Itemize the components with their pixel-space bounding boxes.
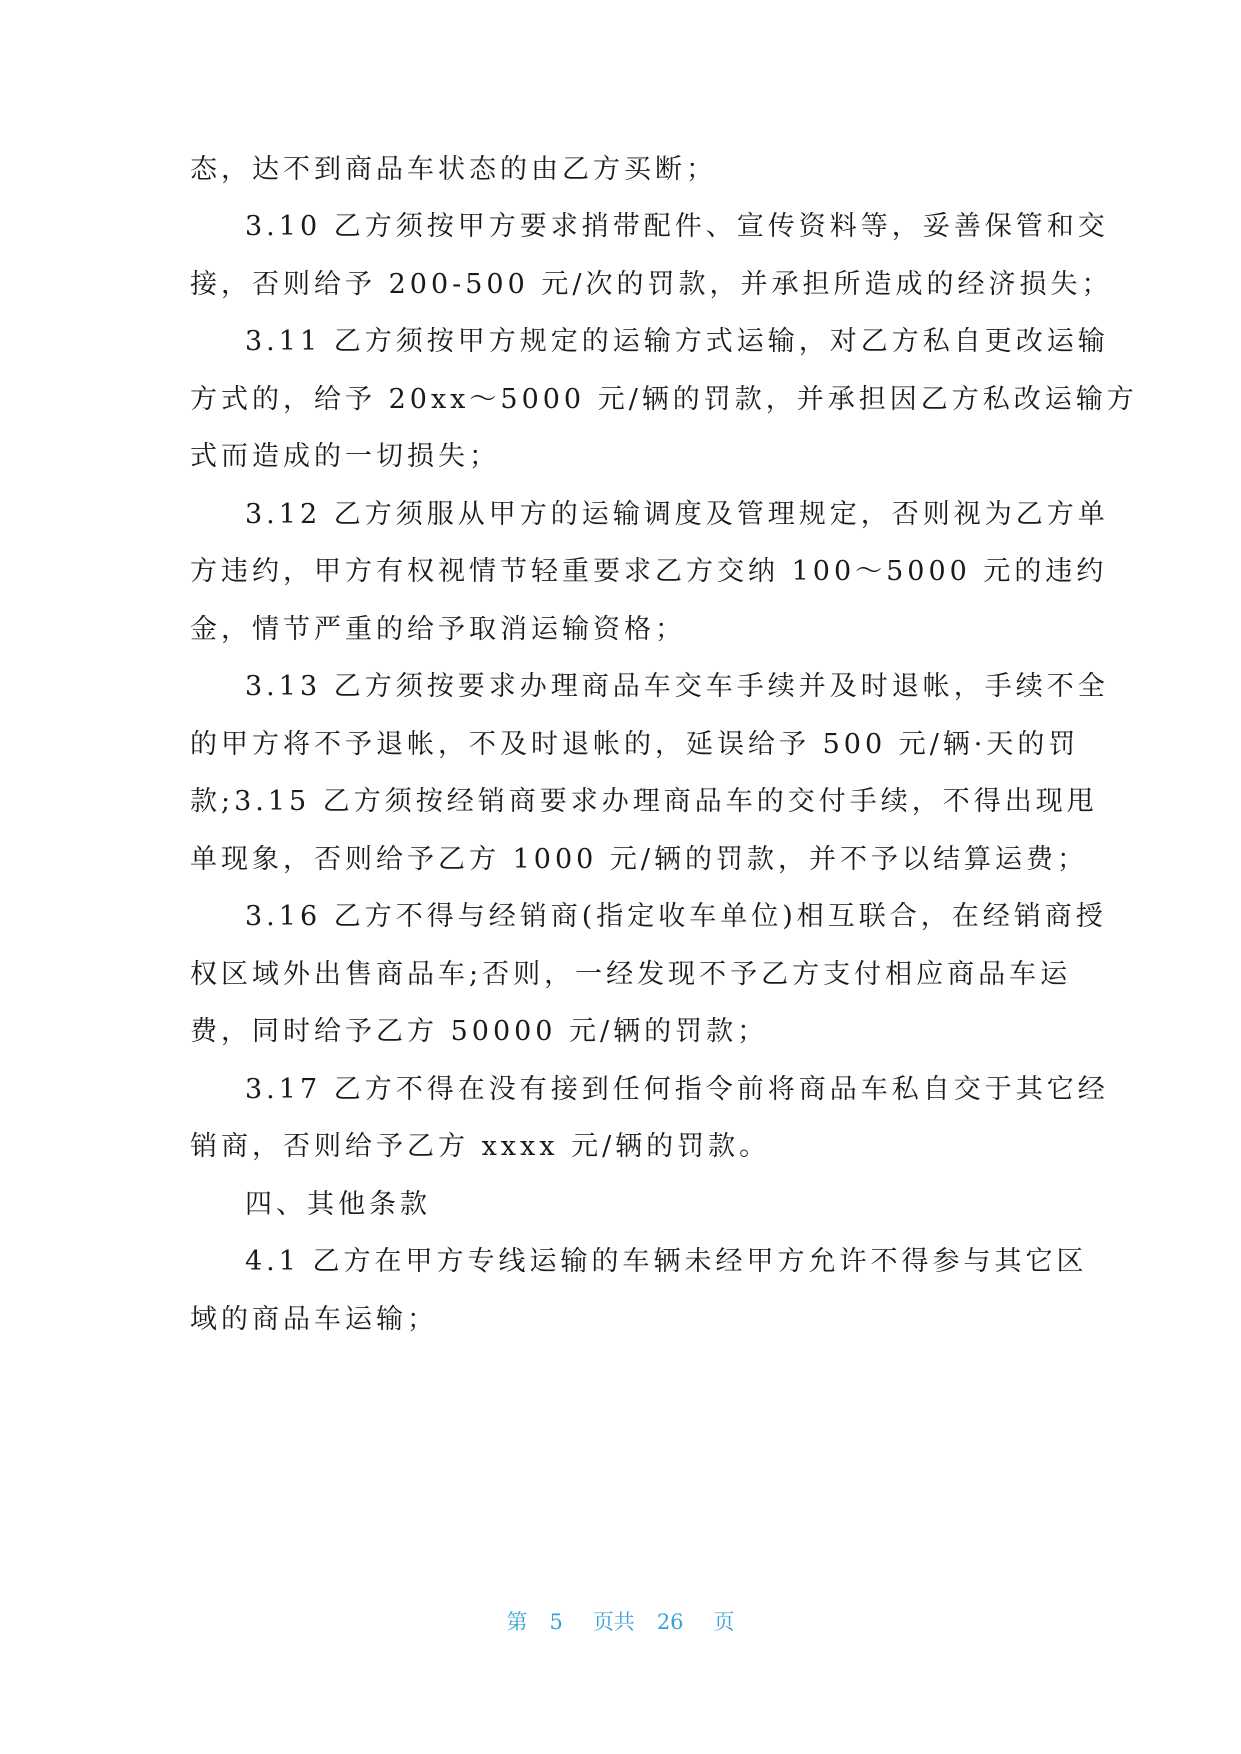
text-line: 金，情节严重的给予取消运输资格； xyxy=(190,614,686,645)
text-line: 态，达不到商品车状态的由乙方买断； xyxy=(190,154,717,185)
text-line: 接，否则给予 200-500 元/次的罚款，并承担所造成的经济损失； xyxy=(190,269,1113,300)
footer-suffix: 页 xyxy=(713,1610,735,1634)
text-line: 销商，否则给予乙方 xxxx 元/辆的罚款。 xyxy=(190,1131,771,1162)
text-line: 款;3.15 乙方须按经销商要求办理商品车的交付手续，不得出现甩 xyxy=(190,786,1098,817)
text-line: 方违约，甲方有权视情节轻重要求乙方交纳 100～5000 元的违约 xyxy=(190,556,1108,587)
footer-prefix: 第 xyxy=(506,1610,528,1634)
text-line: 4.1 乙方在甲方专线运输的车辆未经甲方允许不得参与其它区 xyxy=(245,1246,1088,1277)
text-line: 的甲方将不予退帐，不及时退帐的，延误给予 500 元/辆·天的罚 xyxy=(190,729,1080,760)
footer-total-pages: 26 xyxy=(656,1610,684,1634)
section-heading: 四、其他条款 xyxy=(245,1189,431,1220)
text-line: 3.10 乙方须按甲方要求捎带配件、宣传资料等，妥善保管和交 xyxy=(245,211,1109,242)
text-line: 3.12 乙方须服从甲方的运输调度及管理规定，否则视为乙方单 xyxy=(245,499,1109,530)
text-line: 单现象，否则给予乙方 1000 元/辆的罚款，并不予以结算运费； xyxy=(190,844,1088,875)
text-line: 权区域外出售商品车;否则，一经发现不予乙方支付相应商品车运 xyxy=(190,959,1072,990)
text-line: 3.16 乙方不得与经销商(指定收车单位)相互联合，在经销商授 xyxy=(245,901,1107,932)
footer-page-number: 5 xyxy=(549,1610,563,1634)
text-line: 式而造成的一切损失； xyxy=(190,441,500,472)
page-footer xyxy=(0,1606,1241,1636)
text-line: 3.17 乙方不得在没有接到任何指令前将商品车私自交于其它经 xyxy=(245,1074,1109,1105)
text-line: 域的商品车运输； xyxy=(190,1304,438,1335)
footer-middle: 页共 xyxy=(592,1610,635,1634)
text-line: 方式的，给予 20xx～5000 元/辆的罚款，并承担因乙方私改运输方 xyxy=(190,384,1138,415)
text-line: 费，同时给予乙方 50000 元/辆的罚款； xyxy=(190,1016,769,1047)
text-line: 3.11 乙方须按甲方规定的运输方式运输，对乙方私自更改运输 xyxy=(245,326,1109,357)
text-line: 3.13 乙方须按要求办理商品车交车手续并及时退帐，手续不全 xyxy=(245,671,1109,702)
